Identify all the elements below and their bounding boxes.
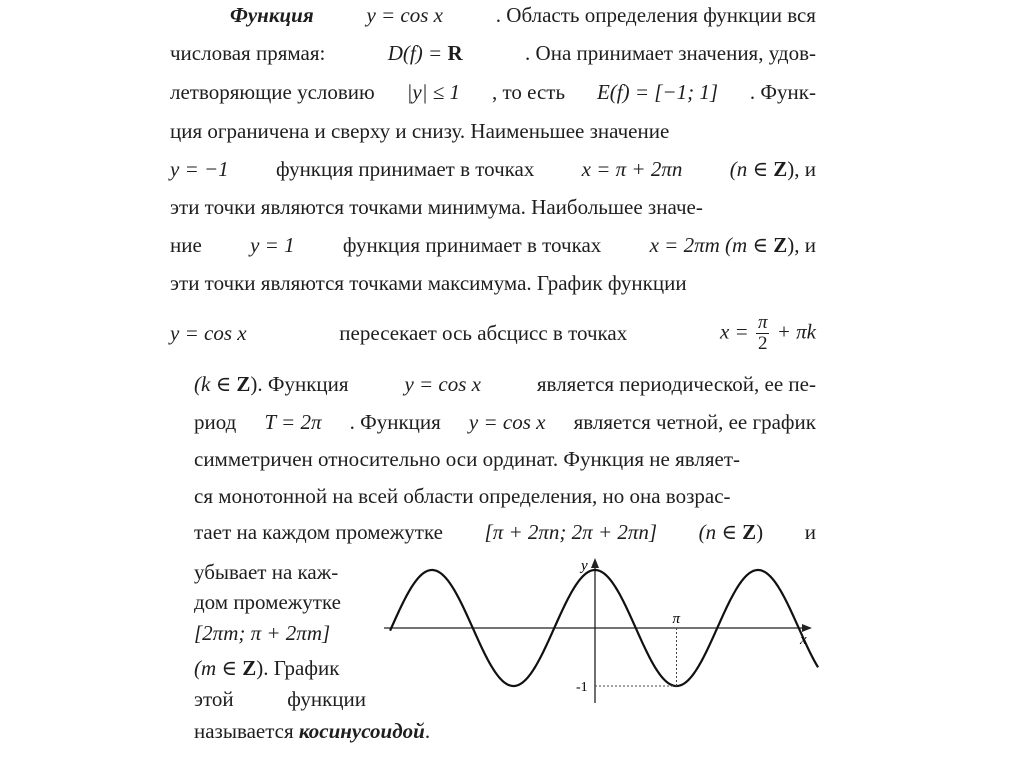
text-line-17 xyxy=(194,621,366,645)
formula-min-points: x = π + 2πn xyxy=(581,157,683,181)
text-line-16: дом промежутке xyxy=(194,590,341,614)
formula-increasing-interval: [π + 2πn; 2π + 2πn] xyxy=(484,520,658,544)
text-line-19: этой функции xyxy=(194,687,366,711)
text-line-20: называется косинусоидой . xyxy=(194,719,431,743)
text-line-2: числовая прямая: D(f) = R . Она принимает значения, удов- xyxy=(170,41,816,65)
x-axis-arrow xyxy=(802,624,812,632)
text-line-15: убывает на каж- xyxy=(194,560,339,584)
formula-y-cosx: y = cos x xyxy=(366,3,443,27)
heading-function: Функция xyxy=(230,3,314,27)
formula-period: T = 2π xyxy=(264,410,322,434)
text-line-4: ция ограничена и сверху и снизу. Наименьшее значение xyxy=(170,119,670,143)
text-line-11: риод T = 2π . Функция y = cos x является четной, ее график xyxy=(194,410,816,434)
x-axis-label: x xyxy=(800,632,807,648)
tick-label-minus-one: -1 xyxy=(576,680,588,695)
tick-label-pi: π xyxy=(672,611,681,627)
formula-zeros: x = $\frac{\pi}{2}$ + πk xyxy=(719,311,816,354)
text-line-5: y = −1 функция принимает в точках x = π + 2πn (n ∈ Z), и xyxy=(170,157,816,181)
cosine-graph xyxy=(380,548,820,708)
text-line-10: (k ∈ Z). Функция y = cos x является периодической, ее пе- xyxy=(194,372,816,396)
y-axis-arrow xyxy=(591,558,599,568)
text-line-1: Функция y = cos x . Область определения функции вся xyxy=(230,3,816,27)
formula-range: E(f) = [−1; 1] xyxy=(596,80,719,104)
formula-max-points: x = 2πm (m ∈ xyxy=(649,233,774,257)
fraction-pi-over-2: $\frac{\pi}{2}$ xyxy=(757,311,768,354)
text-line-12: симметричен относительно оси ординат. Функция не являет- xyxy=(194,447,741,471)
formula-abs-y: |y| ≤ 1 xyxy=(406,80,461,104)
y-axis-label: y xyxy=(581,558,588,574)
text-line-7: ние y = 1 функция принимает в точках x = 2πm (m ∈ Z), и xyxy=(170,233,816,257)
text-line-8: эти точки являются точками максимума. График функции xyxy=(170,271,687,295)
text-line-6: эти точки являются точками минимума. Наибольшее значе- xyxy=(170,195,703,219)
term-cosinusoid: косинусоидой xyxy=(298,719,425,743)
text-line-18: (m ∈ Z). График xyxy=(194,656,340,680)
text-line-9: y = cos x пересекает ось абсцисс в точках x = $\frac{\pi}{2}$ + πk xyxy=(170,311,816,354)
formula-domain: D(f) = xyxy=(387,41,448,65)
text-line-3: летворяющие условию |y| ≤ 1 , то есть E(f) = [−1; 1] . Функ- xyxy=(170,80,816,104)
formula-decreasing-interval: [2πm; π + 2πm] xyxy=(194,621,331,645)
text-line-14: тает на каждом промежутке [π + 2πn; 2π + 2πn] (n ∈ Z) и xyxy=(194,520,816,544)
text-line-13: ся монотонной на всей области определения, но она возрас- xyxy=(194,484,731,508)
